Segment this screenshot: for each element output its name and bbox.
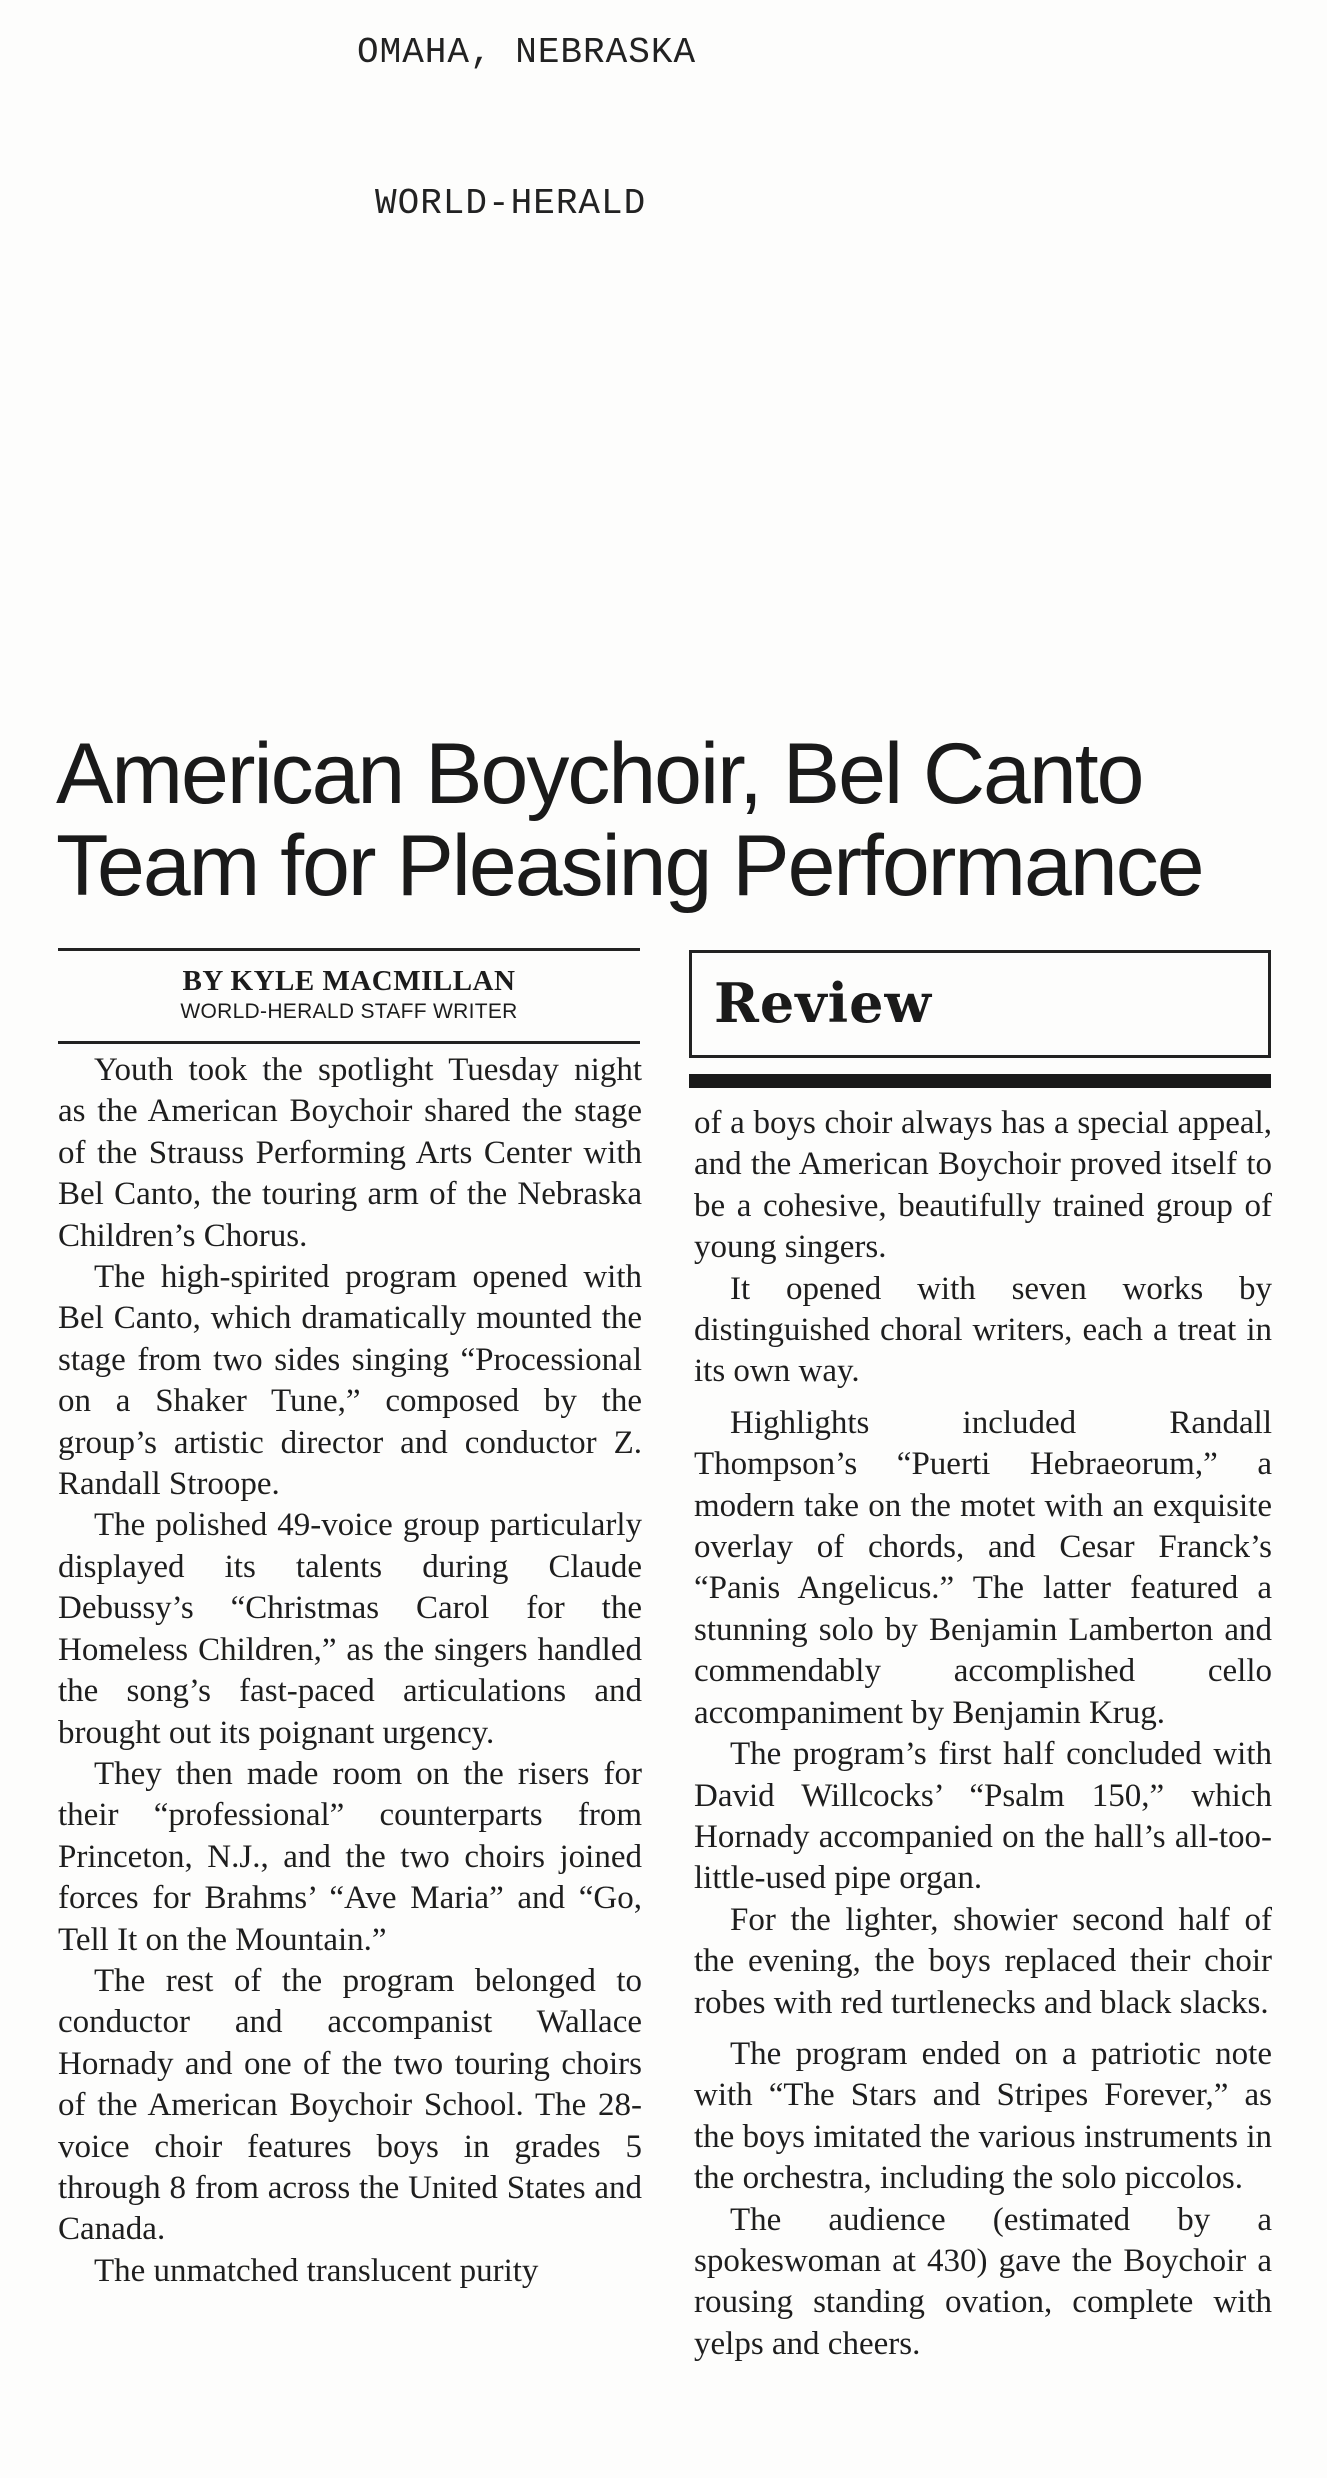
- article-column-right: [694, 1103, 1272, 2365]
- article-paragraph: The high-spirited program opened with Bel Canto, which dramatically mounted the stage from two sides singing “Processional on a Shaker Tune,” composed by the group’s artistic director and conductor Z. Randall Stroope.: [58, 1259, 642, 1503]
- headline-line-1: American Boychoir, Bel Canto: [56, 726, 1143, 822]
- clipping-city-stamp: OMAHA, NEBRASKA: [357, 32, 697, 73]
- article-paragraph: of a boys choir always has a special appeal, and the American Boychoir proved itself to be a cohesive, beautifully trained group of young singers.: [694, 1105, 1272, 1266]
- article-paragraph: The rest of the program belonged to conductor and accompanist Wallace Hornady and one of the two touring choirs of the American Boychoir School. The 28-voice choir features boys in grades 5 through 8 from across the United States and Canada.: [58, 1962, 642, 2248]
- review-label-box: [689, 950, 1271, 1058]
- byline: [58, 948, 640, 1044]
- article-paragraph: The program’s first half concluded with David Willcocks’ “Psalm 150,” which Hornady accompanied on the hall’s all-too-little-used pipe organ.: [694, 1736, 1272, 1897]
- article-paragraph: For the lighter, showier second half of the evening, the boys replaced their choir robes with red turtlenecks and black slacks.: [694, 1901, 1272, 2021]
- headline: [56, 728, 1296, 912]
- article-paragraph: Highlights included Randall Thompson’s “Puerti Hebraeorum,” a modern take on the motet with an exquisite overlay of chords, and Cesar Franck’s “Panis Angelicus.” The latter featured a stunning solo by Benjamin Lamberton and commendably accomplished cello accompaniment by Benjamin Krug.: [694, 1404, 1272, 1731]
- article-paragraph: The polished 49-voice group particularly displayed its talents during Claude Debussy’s “Christmas Carol for the Homeless Children,” as the singers handled the song’s fast-paced articulations and brought out its poignant urgency.: [58, 1507, 642, 1751]
- article-paragraph: The audience (estimated by a spokeswoman at 430) gave the Boychoir a rousing standing ovation, complete with yelps and cheers.: [694, 2201, 1272, 2362]
- headline-line-2: Team for Pleasing Performance: [56, 818, 1203, 914]
- byline-title: WORLD-HERALD STAFF WRITER: [180, 1000, 518, 1023]
- article-paragraph: It opened with seven works by distinguished choral writers, each a treat in its own way.: [694, 1270, 1272, 1390]
- review-label: Review: [714, 971, 932, 1035]
- article-paragraph: The program ended on a patriotic note with “The Stars and Stripes Forever,” as the boys imitated the various instruments in the orchestra, including the solo piccolos.: [694, 2035, 1272, 2197]
- article-paragraph: The unmatched translucent purity: [94, 2252, 539, 2289]
- byline-author: BY KYLE MACMILLAN: [182, 965, 516, 997]
- article-paragraph: Youth took the spotlight Tuesday night as the American Boychoir shared the stage of the Strauss Performing Arts Center with Bel Canto, the touring arm of the Nebraska Children’s Chorus.: [58, 1052, 642, 1254]
- article-column-left: [58, 1050, 642, 2292]
- review-divider-bar: [689, 1074, 1271, 1088]
- clipping-paper-stamp: WORLD-HERALD: [375, 183, 647, 224]
- article-paragraph: They then made room on the risers for their “professional” counterparts from Princeton, N.J., and the two choirs joined forces for Brahms’ “Ave Maria” and “Go, Tell It on the Mountain.”: [58, 1755, 642, 1958]
